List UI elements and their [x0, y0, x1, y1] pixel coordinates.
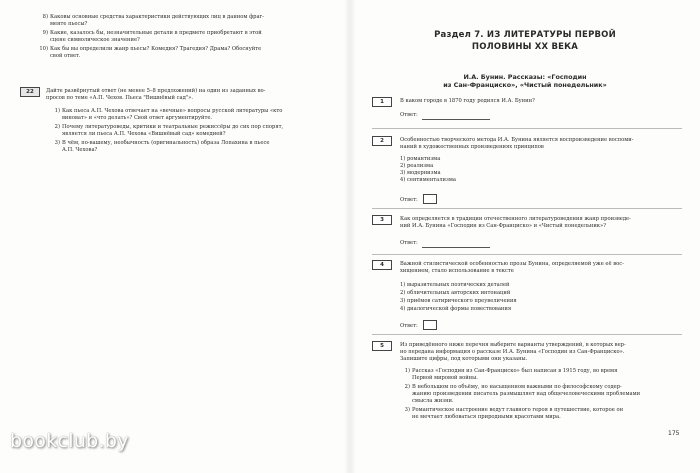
question-1-number: 1: [372, 97, 392, 107]
question-5-number: 5: [372, 341, 392, 351]
question-4-option-1: 1) выразительных поэтических деталей: [400, 282, 510, 288]
question-2-number: 2: [372, 136, 392, 146]
subtitle-line-2: из Сан-Франциско», «Чистый понедельник»: [443, 81, 607, 89]
left-page: 8) Каковы основные средства характеристики действующих лиц в данном фраг- менте пьесы? 9) Какие, казалось бы, незначительные детали в предмете приобретают в этой сцене символическое значение? 10) Как бы вы определили жанр пьесы? Комедия? Трагедия? Драма? Обоснуйте свой ответ. 22 Дайте развёрнутый ответ (не менее 5–8 предложений) на один из заданных во- просов по теме «А.П. Чехов. Пьеса "Вишнёвый сад"». 1) Как пьеса А.П. Чехова отвечает на «вечные» вопросы русской литературы «кто виноват» и «что делать»? Свой ответ аргументируйте. 2) Почему литературоведы, критики и театральные режиссёры до сих пор спорят, является ли пьеса А.П. Чехова «Вишнёвый сад» комедией? 3) В чём, по-вашему, необычность (оригинальность) образа Лопахина в пьесе А.П. Чехова?: [0, 0, 350, 473]
question-2-answer-label: Ответ:: [400, 197, 418, 203]
question-4-number: 4: [372, 260, 392, 270]
question-4-text-line-2: хищением, стало использование в тексте: [400, 268, 514, 274]
divider: [372, 254, 682, 255]
question-2-answer-box[interactable]: [423, 194, 437, 204]
question-2-option-1: 1) романтизма: [400, 156, 441, 162]
question-2-option-2: 2) реализма: [400, 163, 434, 169]
question-4-answer-label: Ответ:: [400, 323, 418, 329]
task-number-box: 22: [20, 87, 40, 97]
subtitle-line-1: И.А. Бунин. Рассказы: «Господин: [463, 73, 587, 81]
question-2-text-line-2: наний в художественных произведениях принципов: [400, 144, 544, 150]
page-number: 175: [668, 430, 680, 437]
question-4-option-4: 4) диалогической формы повествования: [400, 306, 512, 312]
question-3-answer-line[interactable]: [422, 247, 490, 248]
question-2-option-4: 4) сентиментализма: [400, 177, 456, 183]
watermark-logo: bookclub.by: [10, 430, 129, 452]
question-1-answer-line[interactable]: [422, 119, 490, 120]
question-2-option-3: 3) модернизма: [400, 170, 441, 176]
question-4-option-3: 3) приёмов сатирического преувеличения: [400, 298, 517, 304]
question-3-text-line-1: Как определяется в традиции отечественного литературоведения жанр произведе-: [400, 216, 631, 222]
divider: [372, 334, 682, 335]
question-1-text: В каком городе в 1870 году родился И.А. Бунин?: [400, 98, 535, 104]
question-5-text-line-2: но передана информация о рассказе И.А. Бунина «Господин из Сан-Франциско».: [400, 349, 625, 355]
section-title-line-2: ПОЛОВИНЫ XX ВЕКА: [471, 42, 579, 52]
question-3-text-line-2: ний И.А. Бунина «Господин из Сан-Франциско» и «Чистый понедельник»?: [400, 223, 607, 229]
question-3-number: 3: [372, 215, 392, 225]
question-1-answer-label: Ответ:: [400, 112, 418, 118]
question-2-text-line-1: Особенностью творческого метода И.А. Бунина является воспроизведение воспоми-: [400, 137, 634, 143]
divider: [372, 128, 682, 129]
right-page: Раздел 7. ИЗ ЛИТЕРАТУРЫ ПЕРВОЙ ПОЛОВИНЫ XX ВЕКА И.А. Бунин. Рассказы: «Господин из Сан-Франциско», «Чистый понедельник» 1 В каком городе в 1870 году родился И.А. Бунин? Ответ: 2 Особенностью творческого метода И.А. Бунина является воспроизведение воспоми- наний в художественных произведениях принципов 1) романтизма 2) реализма 3) модернизма 4) сентиментализма Ответ: 3 Как определяется в традиции отечественного литературоведения жанр произведе- ний И.А. Бунина «Господин из Сан-Франциско» и «Чистый понедельник»? Ответ: 4 Важной стилистической особенностью прозы Бунина, определяемой уже её вос- хищением, стало использование в тексте 1) выразительных поэтических деталей 2) обличительных авторских интонаций 3) приёмов сатирического преувеличения 4) диалогической формы повествования Ответ: 5 Из приведённого ниже перечня выберите варианты утверждений, в которых вер- но передана информация о рассказе И.А. Бунина «Господин из Сан-Франциско». Запишите цифры, под которыми они указаны. 1) Рассказ «Господин из Сан-Франциско» был написан в 1915 году, во время Первой мировой войны. 2) В небольшом по объёму, но насыщенном важными по философскому содер- жанию произведении писатель размышляет над общечеловеческими проблемами смысла жизни. 3) Романтическое настроение ведут главного героя в путешествие, которое он не мечтает любоваться природными красотами мира. 175: [350, 0, 700, 473]
question-5-text-line-1: Из приведённого ниже перечня выберите варианты утверждений, в которых вер-: [400, 342, 626, 348]
section-title-line-1: Раздел 7. ИЗ ЛИТЕРАТУРЫ ПЕРВОЙ: [434, 30, 616, 40]
question-4-text-line-1: Важной стилистической особенностью прозы Бунина, определяемой уже её вос-: [400, 261, 624, 267]
question-4-option-2: 2) обличительных авторских интонаций: [400, 290, 511, 296]
question-5-text-line-3: Запишите цифры, под которыми они указаны.: [400, 356, 528, 362]
question-4-answer-box[interactable]: [423, 320, 437, 330]
question-3-answer-label: Ответ:: [400, 240, 418, 246]
divider: [372, 208, 682, 209]
